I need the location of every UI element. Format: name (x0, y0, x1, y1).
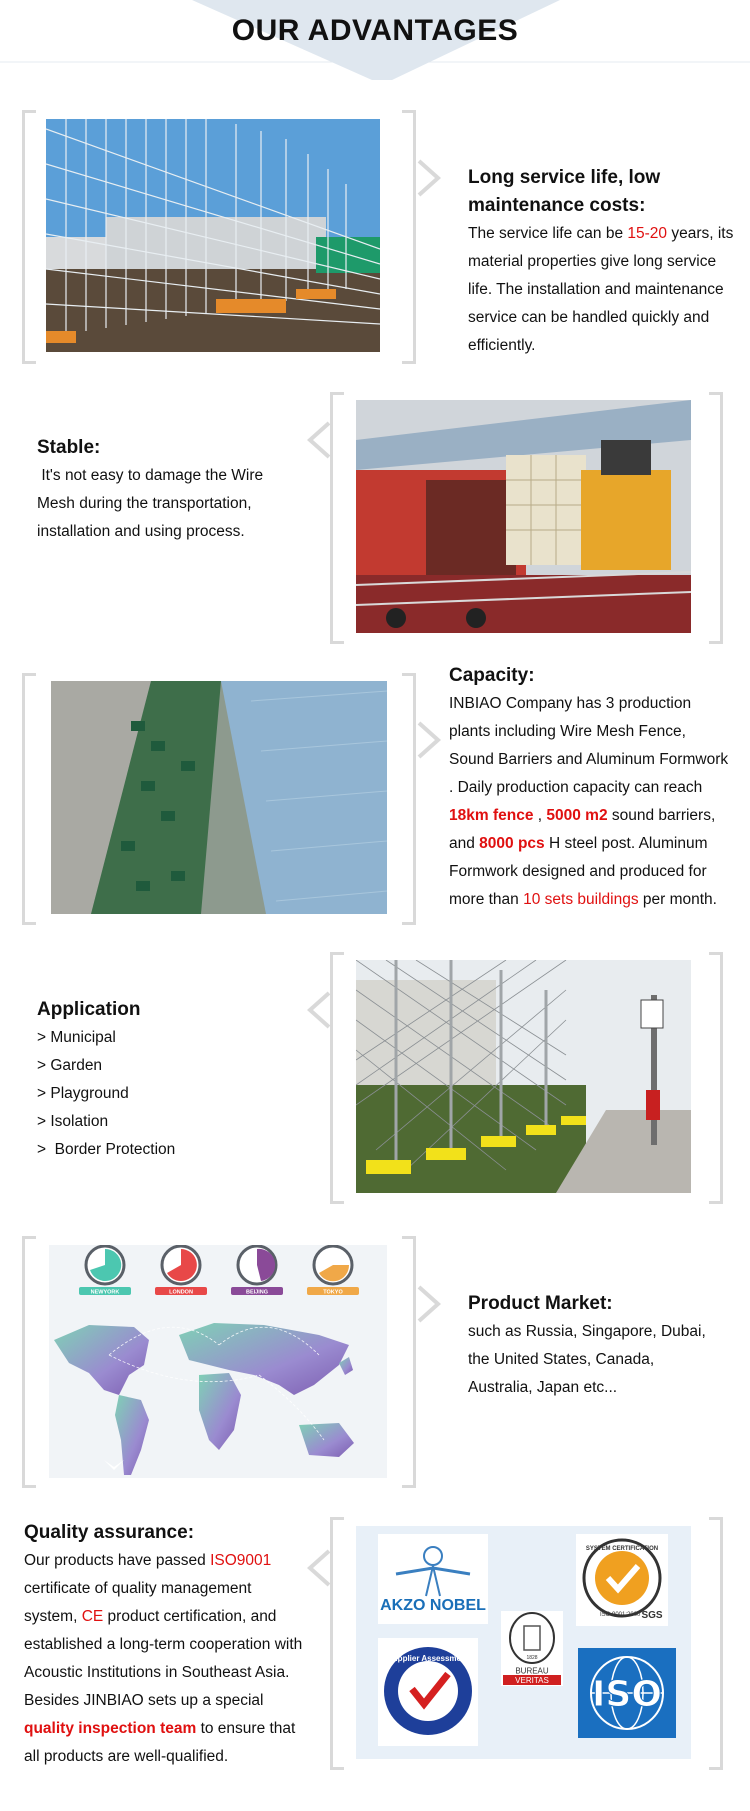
sgs-ring-text: SYSTEM CERTIFICATION (585, 1546, 659, 1552)
capacity-text-part: INBIAO Company has 3 production plants including Wire Mesh Fence, Sound Barriers and Aluminum Formwork . Daily production capacity can reach (449, 695, 729, 796)
supplier-assessment-text: Supplier Assessment (387, 1654, 469, 1663)
supplier-assessment-logo (378, 1638, 478, 1746)
bv-year-text: 1828 (526, 1655, 538, 1661)
world-map-graphic (49, 1245, 387, 1478)
service-body (468, 220, 734, 360)
quality-iso-highlight: ISO9001 (210, 1552, 272, 1569)
chevron-right-icon (416, 720, 442, 760)
city-pie-newyork (79, 1246, 131, 1296)
city-label-newyork: NEWYORK (90, 1289, 120, 1296)
chevron-left-icon (306, 1548, 332, 1588)
application-heading: Application (37, 999, 141, 1020)
street-fence-photo (356, 960, 691, 1193)
application-item-isolation: > Isolation (37, 1113, 109, 1130)
fence-site-photo (46, 119, 380, 352)
frame-right (402, 1236, 416, 1488)
frame-left (330, 952, 344, 1204)
market-text (468, 1290, 708, 1402)
veritas-text: VERITAS (515, 1676, 549, 1685)
container-loading-photo (356, 400, 691, 633)
header (0, 0, 750, 82)
city-pie-london (155, 1246, 207, 1296)
application-item-municipal: > Municipal (37, 1029, 116, 1046)
service-text (468, 164, 734, 360)
capacity-buildings-highlight: 10 sets buildings (523, 891, 639, 908)
market-heading: Product Market: (468, 1293, 613, 1314)
quality-text-part: certificate of quality management system, (24, 1580, 252, 1625)
application-text (37, 996, 267, 1164)
bureau-veritas-logo (501, 1611, 563, 1686)
bureau-text: BUREAU (515, 1666, 549, 1676)
factory-aerial-photo (51, 681, 387, 914)
application-item-border-protection: > Border Protection (37, 1141, 176, 1158)
certification-logos (356, 1526, 691, 1759)
quality-text-part: to ensure that all products are well-qualified. (24, 1720, 296, 1765)
service-years-highlight: 15-20 (627, 225, 668, 242)
service-text-part: The service life can be (468, 225, 628, 242)
stable-text (37, 434, 277, 546)
application-item-garden: > Garden (37, 1057, 103, 1074)
service-text-part: years, its material properties give long service life. The installation and maintenance service can be handled quickly and efficiently. (468, 225, 734, 354)
stable-body: It's not easy to damage the Wire Mesh during the transportation, installation and using process. (37, 467, 268, 540)
akzo-nobel-logo (378, 1534, 488, 1624)
sgs-logo (576, 1534, 668, 1626)
application-item-playground: > Playground (37, 1085, 129, 1102)
capacity-text-part: H steel post. Aluminum Formwork designed and produced for more than (449, 835, 708, 908)
quality-text (24, 1519, 308, 1771)
frame-right (709, 952, 723, 1204)
quality-text-part: Our products have passed (24, 1552, 211, 1569)
frame-right (402, 673, 416, 925)
frame-left (22, 1236, 36, 1488)
city-pie-beijing (231, 1246, 283, 1296)
city-label-beijing: BEIJING (245, 1289, 269, 1296)
quality-body (24, 1547, 308, 1771)
quality-team-highlight: quality inspection team (24, 1720, 197, 1737)
frame-right (709, 1517, 723, 1770)
capacity-text (449, 662, 731, 914)
frame-right (402, 110, 416, 364)
chevron-left-icon (306, 420, 332, 460)
frame-left (22, 673, 36, 925)
city-pie-tokyo (307, 1246, 359, 1296)
capacity-heading: Capacity: (449, 665, 535, 686)
quality-text-part: product certification, and established a long-term cooperation with Acoustic Institutions in Southeast Asia. Besides JINBIAO sets up a special (24, 1608, 303, 1709)
iso-logo (578, 1648, 676, 1738)
city-label-tokyo: TOKYO (323, 1289, 343, 1296)
market-body: such as Russia, Singapore, Dubai, the United States, Canada, Australia, Japan etc... (468, 1323, 706, 1396)
capacity-post-highlight: 8000 pcs (479, 835, 545, 852)
frame-left (330, 1517, 344, 1770)
service-heading: Long service life, low maintenance costs: (468, 167, 661, 216)
chevron-right-icon (416, 1284, 442, 1324)
sgs-text: SGS (641, 1610, 663, 1621)
chevron-left-icon (306, 990, 332, 1030)
city-label-london: LONDON (169, 1289, 193, 1296)
frame-left (22, 110, 36, 364)
capacity-sound-highlight: 5000 m2 (546, 807, 608, 824)
capacity-text-part: , (533, 807, 547, 824)
sgs-iso-text: ISO 9001:2000 (600, 1612, 641, 1618)
frame-right (709, 392, 723, 644)
continents (54, 1323, 354, 1475)
capacity-text-part: per month. (638, 891, 717, 908)
quality-ce-highlight: CE (81, 1608, 104, 1625)
capacity-fence-highlight: 18km fence (449, 807, 534, 824)
iso-text: ISO (592, 1674, 662, 1715)
chevron-right-icon (416, 158, 442, 198)
akzo-nobel-text: AKZO NOBEL (380, 1597, 486, 1614)
page-title: OUR ADVANTAGES (231, 14, 519, 47)
capacity-text-part: sound barriers, and (449, 807, 716, 852)
capacity-body (449, 690, 731, 914)
quality-heading: Quality assurance: (24, 1522, 195, 1543)
frame-left (330, 392, 344, 644)
stable-heading: Stable: (37, 437, 101, 458)
